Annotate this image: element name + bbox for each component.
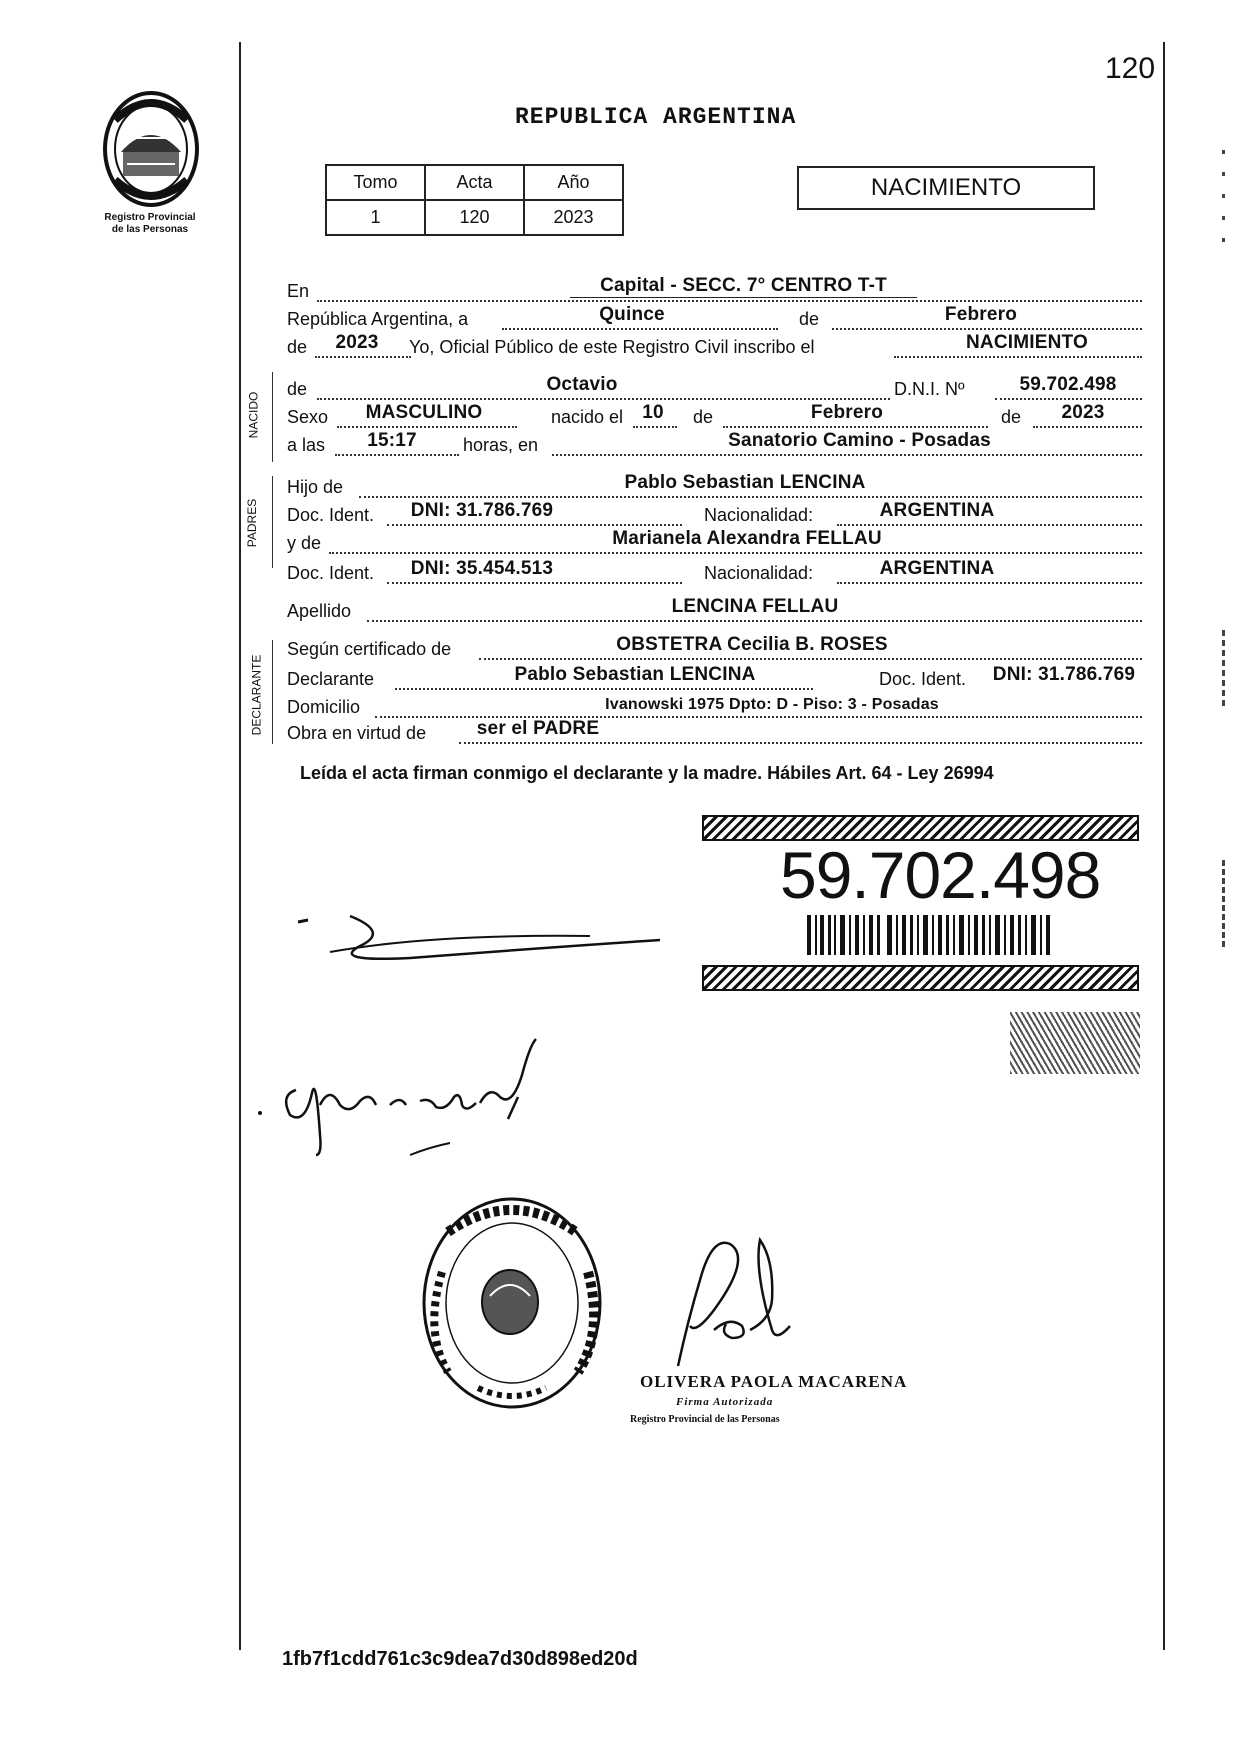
doc-padre: DNI: 31.786.769: [410, 500, 554, 521]
row-certificado: Según certificado de OBSTETRA Cecilia B. ROSES: [287, 636, 1143, 662]
registry-header-row: [326, 165, 623, 200]
nombre-nacido: Octavio: [546, 374, 618, 395]
row-anio: de 2023 Yo, Oficial Público de este Registro Civil inscribo el NACIMIENTO: [287, 334, 1143, 360]
lugar-registro: Capital - SECC. 7° CENTRO T-T: [570, 275, 917, 298]
nombre-declarante: Pablo Sebastian LENCINA: [514, 664, 756, 685]
row-apellido: Apellido LENCINA FELLAU: [287, 598, 1143, 624]
apellido-nacido: LENCINA FELLAU: [671, 596, 839, 617]
anio-nacimiento: 2023: [1061, 402, 1105, 423]
sexo-nacido: MASCULINO: [365, 402, 483, 423]
dia-nacimiento: 10: [642, 402, 664, 423]
dia-registro: Quince: [599, 304, 665, 325]
registry-table: [325, 164, 624, 236]
right-margin-line: [1163, 42, 1165, 1650]
tipo-inscripcion: NACIMIENTO: [966, 332, 1088, 353]
section-padres-label: PADRES: [245, 498, 260, 548]
row-hora: a las 15:17 horas, en Sanatorio Camino - Posadas: [287, 432, 1143, 458]
nacionalidad-padre: ARGENTINA: [879, 500, 995, 521]
barcode-icon: [807, 915, 1052, 955]
scan-mark: [1222, 150, 1225, 260]
row-padre: Hijo de Pablo Sebastian LENCINA: [287, 474, 1143, 500]
anio-registro: 2023: [335, 332, 379, 353]
section-nacido-label: NACIDO: [246, 391, 261, 439]
acta-value: 120: [425, 200, 524, 235]
row-madre: y de Marianela Alexandra FELLAU: [287, 530, 1143, 556]
official-name: OLIVERA PAOLA MACARENA: [640, 1372, 908, 1391]
official-organization: Registro Provincial de las Personas: [630, 1414, 780, 1425]
row-madre-doc: Doc. Ident. DNI: 35.454.513 Nacionalidad: ARGENTINA: [287, 560, 1143, 586]
lugar-nacimiento: Sanatorio Camino - Posadas: [728, 430, 991, 451]
row-en: En Capital - SECC. 7° CENTRO T-T: [287, 278, 1143, 304]
official-seal-icon: [418, 1192, 606, 1414]
row-sexo: Sexo MASCULINO nacido el 10 de Febrero de 2023: [287, 404, 1143, 430]
scan-mark: [1222, 860, 1225, 950]
document-hash: 1fb7f1cdd761c3c9dea7d30d898ed20d: [282, 1648, 638, 1670]
page-number: 120: [1105, 52, 1156, 85]
row-padre-doc: Doc. Ident. DNI: 31.786.769 Nacionalidad: ARGENTINA: [287, 502, 1143, 528]
scan-mark: [1222, 630, 1225, 710]
nacionalidad-madre: ARGENTINA: [879, 558, 995, 579]
official-signature-icon: [660, 1230, 830, 1370]
row-republica: República Argentina, a Quince de Febrero: [287, 306, 1143, 332]
declarant-signature-icon: [290, 912, 670, 972]
dni-nacido: 59.702.498: [1019, 374, 1117, 395]
row-obra: Obra en virtud de ser el PADRE: [287, 720, 1143, 746]
province-emblem: [101, 90, 201, 208]
mother-signature-icon: [250, 1035, 610, 1165]
official-title: Firma Autorizada: [676, 1396, 774, 1408]
left-margin-line: [239, 42, 241, 1650]
dni-sticker: [702, 815, 1139, 995]
section-declarante-label: DECLARANTE: [249, 654, 264, 736]
registry-value-row: [326, 200, 623, 235]
anio-value: 2023: [524, 200, 623, 235]
anio-header: Año: [524, 165, 623, 200]
record-type-box: NACIMIENTO: [797, 166, 1095, 210]
dni-sticker-number: 59.702.498: [780, 838, 1101, 912]
tomo-header: Tomo: [326, 165, 425, 200]
row-domicilio: Domicilio Ivanowski 1975 Dpto: D - Piso: 3 - Posadas: [287, 694, 1143, 720]
obra-en-virtud: ser el PADRE: [476, 718, 600, 739]
doc-madre: DNI: 35.454.513: [410, 558, 554, 579]
document-title: REPUBLICA ARGENTINA: [515, 104, 797, 130]
hologram-stamp-icon: [1010, 1012, 1140, 1074]
domicilio-declarante: Ivanowski 1975 Dpto: D - Piso: 3 - Posadas: [605, 696, 939, 713]
row-nombre: de Octavio D.N.I. Nº 59.702.498: [287, 376, 1143, 402]
closing-statement: Leída el acta firman conmigo el declarante y la madre. Hábiles Art. 64 - Ley 26994: [300, 763, 994, 783]
mes-nacimiento: Febrero: [810, 402, 884, 423]
tomo-value: 1: [326, 200, 425, 235]
acta-header: Acta: [425, 165, 524, 200]
row-declarante: Declarante Pablo Sebastian LENCINA Doc. Ident. DNI: 31.786.769: [287, 666, 1143, 692]
certificado-de: OBSTETRA Cecilia B. ROSES: [616, 634, 888, 655]
hora-nacimiento: 15:17: [367, 430, 417, 451]
organization-name: Registro Provincial de las Personas: [104, 212, 196, 235]
security-pattern-bottom: [702, 965, 1139, 991]
nombre-padre: Pablo Sebastian LENCINA: [624, 472, 866, 493]
doc-declarante: DNI: 31.786.769: [992, 664, 1136, 685]
nombre-madre: Marianela Alexandra FELLAU: [612, 528, 882, 549]
mes-registro: Febrero: [944, 304, 1018, 325]
